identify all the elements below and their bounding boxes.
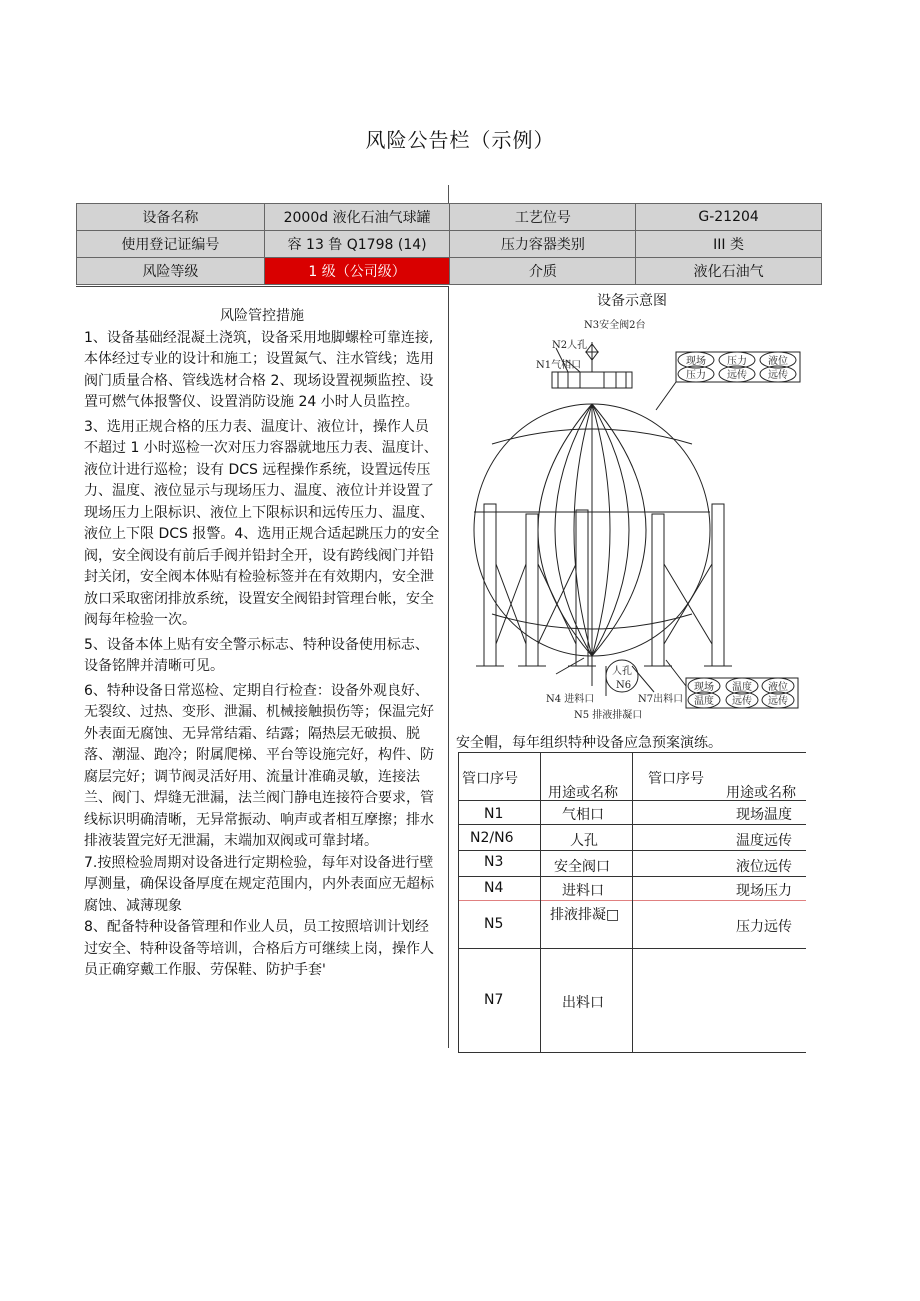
- value-tag-number: G-21204: [636, 204, 822, 231]
- measure-paragraph: 7.按照检验周期对设备进行定期检验，每年对设备进行壁厚测量，确保设备厚度在规定范围内，内外表面应无超标腐蚀、减薄现象: [84, 854, 434, 914]
- pipe-use: 人孔: [570, 833, 598, 849]
- pipe-use: 气相口: [562, 807, 604, 823]
- pipe-right: 温度远传: [736, 833, 792, 849]
- divider: [76, 286, 448, 287]
- measure-paragraph: 5、设备本体上贴有安全警示标志、特种设备使用标志、设备铭牌并清晰可见。: [84, 636, 429, 674]
- risk-measures: [84, 306, 440, 982]
- box-text: 压力: [686, 370, 706, 381]
- measure-paragraph: 8、配备特种设备管理和作业人员，员工按照培训计划经过安全、特种设备等培训，合格后方可继续上岗，操作人员正确穿戴工作服、劳保鞋、防护手套': [84, 919, 434, 978]
- label-equipment-name: 设备名称: [77, 204, 265, 231]
- label-tag-number: 工艺位号: [450, 204, 636, 231]
- table-row: [77, 258, 822, 285]
- box-text: 远传: [727, 370, 747, 381]
- box-text: 远传: [732, 696, 752, 707]
- rule: [458, 1052, 806, 1053]
- label-n2: N2人孔: [552, 340, 588, 351]
- divider: [448, 185, 449, 203]
- value-registration-no: 容 13 鲁 Q1798 (14): [264, 231, 450, 258]
- box-text: 温度: [732, 682, 752, 693]
- measures-heading: 风险管控措施: [220, 308, 304, 324]
- label-registration-no: 使用登记证编号: [77, 231, 265, 258]
- measure-paragraph: 6、特种设备日常巡检、定期自行检查：设备外观良好、无裂纹、过热、变形、泄漏、机械接触损伤等；保温完好外表面无腐蚀、无异常结霜、结露；隔热层无破损、脱落、潮湿、跑冷；附属爬梯、平台等设施完好，构件、防腐层完好；调节阀灵活好用、流量计准确灵敏，连接法兰、阀门、焊缝无泄漏，法兰阀门静电连接符合要求，管线标识明确清晰，无异常振动、响声或者相互摩擦；排水排液装置完好无泄漏，末端加双阀或可靠封堵。: [84, 682, 434, 849]
- pipe-use: 安全阀口: [554, 859, 610, 875]
- value-equipment-name: 2000d 液化石油气球罐: [264, 204, 450, 231]
- box-text: 液位: [768, 682, 788, 693]
- page-title: 风险公告栏（示例）: [365, 128, 555, 152]
- table-row: [77, 231, 822, 258]
- measure-paragraph: 3、选用正规合格的压力表、温度计、液位计，操作人员不超过 1 小时巡检一次对压力容器就地压力表、温度计、液位计进行巡检；设有 DCS 远程操作系统，设置远传压力、温度、液位显示与现场压力、温度、液位计并设置了现场压力上限标识、液位上下限标识和远传压力、温度、液位上下限 DCS 报警。4、选用正规合适起跳压力的安全阀，安全阀设有前后手阀并铅封全开，设有跨线阀门并铅封关闭，安全阀本体贴有检验标签并在有效期内，安全泄放口采取密闭排放系统，设置安全阀铅封管理台帐，安全阀每年检验一次。: [84, 418, 440, 628]
- pipe-no: N7: [484, 992, 504, 1008]
- spherical-tank-diagram: [456, 314, 806, 726]
- label-medium: 介质: [450, 258, 636, 285]
- label-n7: N7出料口: [638, 694, 684, 705]
- pipe-no: N4: [484, 880, 504, 896]
- box-text: 液位: [768, 356, 788, 367]
- measure-paragraph: 1、设备基础经混凝土浇筑，设备采用地脚螺栓可靠连接,本体经过专业的设计和施工；设置氮气、注水管线；选用阀门质量合格、管线选材合格 2、现场设置视频监控、设置可燃气体报警仪、设置消防设施 24 小时人员监控。: [84, 329, 434, 410]
- pipe-use: 出料口: [562, 995, 604, 1011]
- safety-text: 安全帽，每年组织特种设备应急预案演练。: [456, 735, 722, 751]
- label-n5: N5 排液排凝口: [574, 710, 643, 721]
- box-text: 现场: [686, 356, 706, 367]
- rule: [632, 752, 633, 1052]
- rule: [458, 752, 459, 1052]
- pipe-right: 压力远传: [736, 919, 792, 935]
- col-header: 管口序号: [648, 771, 704, 787]
- pipe-right: 液位远传: [736, 859, 792, 875]
- box-text: 现场: [694, 682, 714, 693]
- col-header: 用途或名称: [726, 785, 796, 801]
- pipe-no: N2/N6: [470, 830, 514, 846]
- pipe-table: [458, 752, 806, 1054]
- label-n3: N3安全阀2台: [584, 320, 646, 331]
- pipe-use: 排液排凝□: [550, 907, 620, 923]
- divider: [448, 286, 449, 1048]
- label-n1: N1气相口: [536, 360, 582, 371]
- col-header: 管口序号: [462, 771, 518, 787]
- value-medium: 液化石油气: [636, 258, 822, 285]
- value-vessel-category: III 类: [636, 231, 822, 258]
- label-n4: N4 进料口: [546, 694, 595, 705]
- label-n6: N6: [616, 680, 632, 691]
- label-manhole: 人孔: [612, 666, 632, 677]
- box-text: 远传: [768, 696, 788, 707]
- box-text: 压力: [727, 356, 747, 367]
- pipe-no: N3: [484, 854, 504, 870]
- box-text: 远传: [768, 370, 788, 381]
- diagram-title: 设备示意图: [597, 293, 667, 309]
- pipe-no: N1: [484, 806, 504, 822]
- rule: [540, 752, 541, 1052]
- col-header: 用途或名称: [548, 785, 618, 801]
- value-risk-level: 1 级（公司级）: [264, 258, 450, 285]
- label-vessel-category: 压力容器类别: [450, 231, 636, 258]
- pipe-right: 现场压力: [736, 883, 792, 899]
- box-text: 温度: [694, 696, 714, 707]
- pipe-right: 现场温度: [736, 807, 792, 823]
- pipe-no: N5: [484, 916, 504, 932]
- pipe-use: 进料口: [562, 883, 604, 899]
- label-risk-level: 风险等级: [77, 258, 265, 285]
- equipment-info-table: [76, 203, 822, 285]
- table-row: [77, 204, 822, 231]
